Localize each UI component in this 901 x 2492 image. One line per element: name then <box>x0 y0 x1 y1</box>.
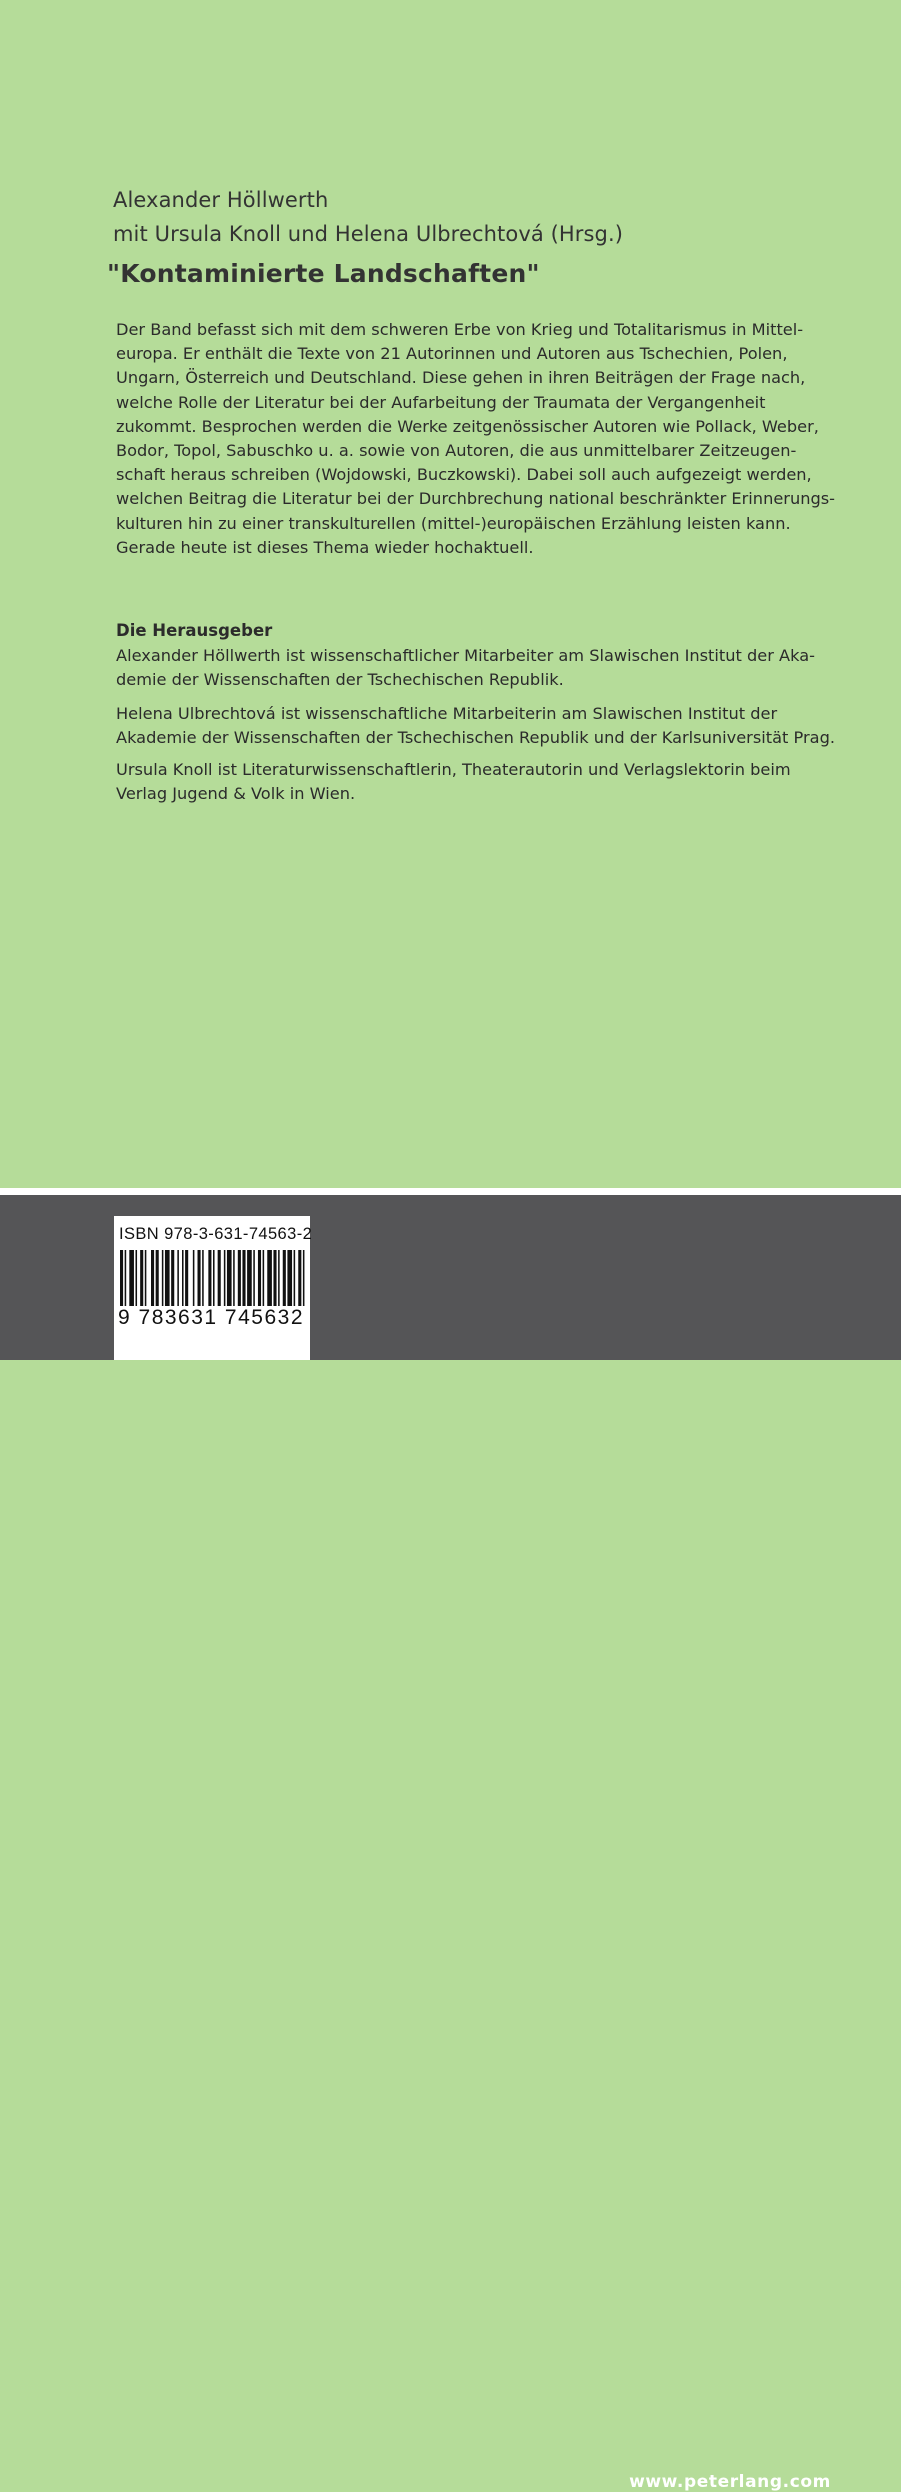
barcode-bar <box>283 1250 286 1312</box>
barcode-bar <box>242 1250 245 1312</box>
barcode-bar <box>233 1250 235 1312</box>
isbn-label: ISBN 978-3-631-74563-2 <box>119 1225 313 1243</box>
book-title: "Kontaminierte Landschaften" <box>107 259 540 288</box>
barcode-bar <box>253 1250 255 1312</box>
author-line: Alexander Höllwerth <box>113 188 329 212</box>
blurb-text <box>116 318 836 560</box>
barcode-bar <box>125 1250 127 1312</box>
author-block <box>113 183 623 251</box>
barcode-bar <box>129 1250 134 1312</box>
bio-line: Helena Ulbrechtová ist wissenschaftliche Mitarbeiterin am Slawischen Institut der <box>116 704 778 723</box>
barcode-bar <box>156 1250 159 1312</box>
blurb-line: schaft heraus schreiben (Wojdowski, Buczkowski). Dabei soll auch aufgezeigt werden, <box>116 465 812 485</box>
barcode-bar <box>267 1250 272 1312</box>
blurb-line: europa. Er enthält die Texte von 21 Autorinnen und Autoren aus Tschechien, Polen, <box>116 344 788 364</box>
barcode-bar <box>218 1250 221 1312</box>
bio-line: Verlag Jugend & Volk in Wien. <box>116 784 356 804</box>
barcode-bar <box>185 1250 188 1312</box>
bio-line: Ursula Knoll ist Literaturwissenschaftlerin, Theaterautorin und Verlagslektorin beim <box>116 760 791 779</box>
barcode-bar <box>182 1250 184 1312</box>
barcode-bar <box>258 1250 261 1312</box>
blurb-line: zukommt. Besprochen werden die Werke zeitgenössischer Autoren wie Pollack, Weber, <box>116 416 819 436</box>
bio-line: Akademie der Wissenschaften der Tschechischen Republik und der Karlsuniversität Prag. <box>116 728 835 748</box>
blurb-line: Ungarn, Österreich und Deutschland. Diese gehen in ihren Beiträgen der Frage nach, <box>116 368 806 388</box>
blurb-line: kulturen hin zu einer transkulturellen (mittel-)europäischen Erzählung leisten kann. <box>116 513 791 533</box>
barcode-bar <box>263 1250 265 1312</box>
barcode-bar <box>278 1250 280 1312</box>
barcode-bar <box>151 1250 154 1312</box>
barcode-bar <box>238 1250 241 1312</box>
editors-line: mit Ursula Knoll und Helena Ulbrechtová (Hrsg.) <box>113 222 624 246</box>
barcode-bar <box>303 1250 305 1312</box>
barcode-bar <box>120 1250 123 1312</box>
barcode-bar <box>162 1250 164 1312</box>
bio-line: demie der Wissenschaften der Tschechischen Republik. <box>116 670 564 690</box>
blurb-line: welchen Beitrag die Literatur bei der Durchbrechung national beschränkter Erinnerungs- <box>116 489 836 509</box>
bio-line: Alexander Höllwerth ist wissenschaftlicher Mitarbeiter am Slawischen Institut der Aka- <box>116 646 815 665</box>
blurb-line: Bodor, Topol, Sabuschko u. a. sowie von Autoren, die aus unmittelbarer Zeitzeugen- <box>116 441 797 461</box>
barcode-bar <box>145 1250 147 1312</box>
barcode-bar <box>273 1250 276 1312</box>
barcode-box <box>114 1216 313 1360</box>
barcode-bar <box>213 1250 215 1312</box>
barcode-bar <box>198 1250 201 1312</box>
editor-bio-hoellwerth <box>116 644 836 692</box>
ean-digits: 9 783631 745632 <box>118 1306 304 1329</box>
barcode-bar <box>165 1250 170 1312</box>
barcode-bar <box>227 1250 232 1312</box>
barcode-bar <box>177 1250 179 1312</box>
barcode-bar <box>140 1250 143 1312</box>
barcode-bar <box>136 1250 138 1312</box>
barcode-bar <box>193 1250 195 1312</box>
editor-bio-ulbrechtova <box>116 702 836 750</box>
barcode-bar <box>208 1250 211 1312</box>
barcode-bar <box>171 1250 174 1312</box>
blurb-line: Gerade heute ist dieses Thema wieder hochaktuell. <box>116 537 534 557</box>
editors-heading: Die Herausgeber <box>116 621 273 640</box>
editor-bio-knoll <box>116 758 836 806</box>
barcode-bar <box>224 1250 226 1312</box>
barcode-icon <box>118 1250 306 1312</box>
footer-divider <box>0 1188 901 1195</box>
barcode-bar <box>298 1250 301 1312</box>
barcode-bar <box>247 1250 252 1312</box>
barcode-bar <box>287 1250 292 1312</box>
blurb-line: Der Band befasst sich mit dem schweren Erbe von Krieg und Totalitarismus in Mittel- <box>116 320 804 339</box>
barcode-bar <box>202 1250 204 1312</box>
blurb-line: welche Rolle der Literatur bei der Aufarbeitung der Traumata der Vergangenheit <box>116 392 766 412</box>
barcode-bar <box>294 1250 296 1312</box>
publisher-website: www.peterlang.com <box>629 2472 831 2492</box>
